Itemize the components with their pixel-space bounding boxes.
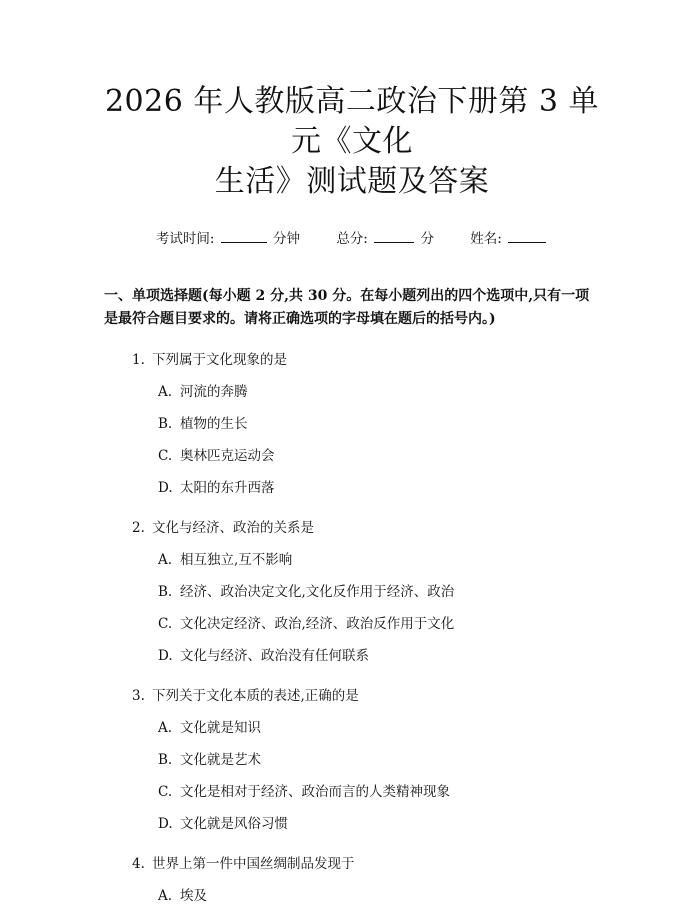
option-letter: B. bbox=[158, 416, 173, 432]
exam-time bbox=[156, 228, 300, 249]
name-label: 姓名: bbox=[470, 231, 502, 247]
option-letter: D. bbox=[158, 480, 173, 496]
option-text: 河流的奔腾 bbox=[180, 384, 248, 400]
option-2d bbox=[158, 645, 600, 667]
option-letter: D. bbox=[158, 648, 173, 664]
option-3c bbox=[158, 781, 600, 803]
option-text: 植物的生长 bbox=[180, 416, 248, 432]
exam-meta bbox=[104, 228, 600, 248]
score-blank bbox=[374, 228, 414, 243]
option-letter: B. bbox=[158, 584, 173, 600]
option-3a bbox=[158, 717, 600, 739]
exam-score bbox=[336, 228, 434, 249]
option-letter: D. bbox=[158, 816, 173, 832]
question-text: 下列关于文化本质的表述,正确的是 bbox=[152, 688, 359, 704]
option-3d bbox=[158, 813, 600, 835]
option-3b bbox=[158, 749, 600, 771]
option-letter: A. bbox=[158, 888, 173, 904]
question-text: 文化与经济、政治的关系是 bbox=[152, 520, 314, 536]
question-1 bbox=[132, 349, 600, 371]
score-label: 总分: bbox=[336, 231, 368, 247]
page-title bbox=[104, 82, 600, 202]
question-number: 3. bbox=[132, 688, 145, 704]
question-number: 2. bbox=[132, 520, 145, 536]
section-heading: 一、单项选择题(每小题 2 分,共 30 分。在每小题列出的四个选项中,只有一项是最符合题目要求的。请将正确选项的字母填在题后的括号内。) bbox=[104, 288, 590, 327]
option-2c bbox=[158, 613, 600, 635]
question-number: 4. bbox=[132, 856, 145, 872]
option-text: 太阳的东升西落 bbox=[180, 480, 275, 496]
option-letter: B. bbox=[158, 752, 173, 768]
question-text: 世界上第一件中国丝绸制品发现于 bbox=[152, 856, 355, 872]
option-text: 奥林匹克运动会 bbox=[180, 448, 275, 464]
option-2b bbox=[158, 581, 600, 603]
option-1b bbox=[158, 413, 600, 435]
option-letter: C. bbox=[158, 616, 173, 632]
option-letter: C. bbox=[158, 448, 173, 464]
question-2 bbox=[132, 517, 600, 539]
option-text: 相互独立,互不影响 bbox=[180, 552, 293, 568]
option-letter: A. bbox=[158, 552, 173, 568]
time-blank bbox=[221, 228, 267, 243]
title-line-1: 2026 年人教版高二政治下册第 3 单元《文化 bbox=[104, 84, 600, 159]
question-text: 下列属于文化现象的是 bbox=[152, 352, 287, 368]
option-1d bbox=[158, 477, 600, 499]
option-1c bbox=[158, 445, 600, 467]
option-text: 经济、政治决定文化,文化反作用于经济、政治 bbox=[180, 584, 455, 600]
option-letter: C. bbox=[158, 784, 173, 800]
time-unit: 分钟 bbox=[273, 231, 301, 247]
title-line-2: 生活》测试题及答案 bbox=[214, 164, 490, 199]
option-letter: A. bbox=[158, 384, 173, 400]
question-4 bbox=[132, 853, 600, 875]
option-letter: A. bbox=[158, 720, 173, 736]
option-1a bbox=[158, 381, 600, 403]
option-text: 文化决定经济、政治,经济、政治反作用于文化 bbox=[180, 616, 455, 632]
exam-name bbox=[470, 228, 548, 249]
option-text: 文化就是知识 bbox=[180, 720, 261, 736]
name-blank bbox=[508, 228, 546, 243]
option-text: 文化与经济、政治没有任何联系 bbox=[180, 648, 369, 664]
score-unit: 分 bbox=[420, 231, 434, 247]
option-text: 文化就是艺术 bbox=[180, 752, 261, 768]
question-number: 1. bbox=[132, 352, 145, 368]
option-text: 文化就是风俗习惯 bbox=[180, 816, 288, 832]
option-text: 埃及 bbox=[180, 888, 207, 904]
time-label: 考试时间: bbox=[155, 231, 215, 247]
option-2a bbox=[158, 549, 600, 571]
option-4a bbox=[158, 885, 600, 907]
option-text: 文化是相对于经济、政治而言的人类精神现象 bbox=[180, 784, 450, 800]
question-3 bbox=[132, 685, 600, 707]
